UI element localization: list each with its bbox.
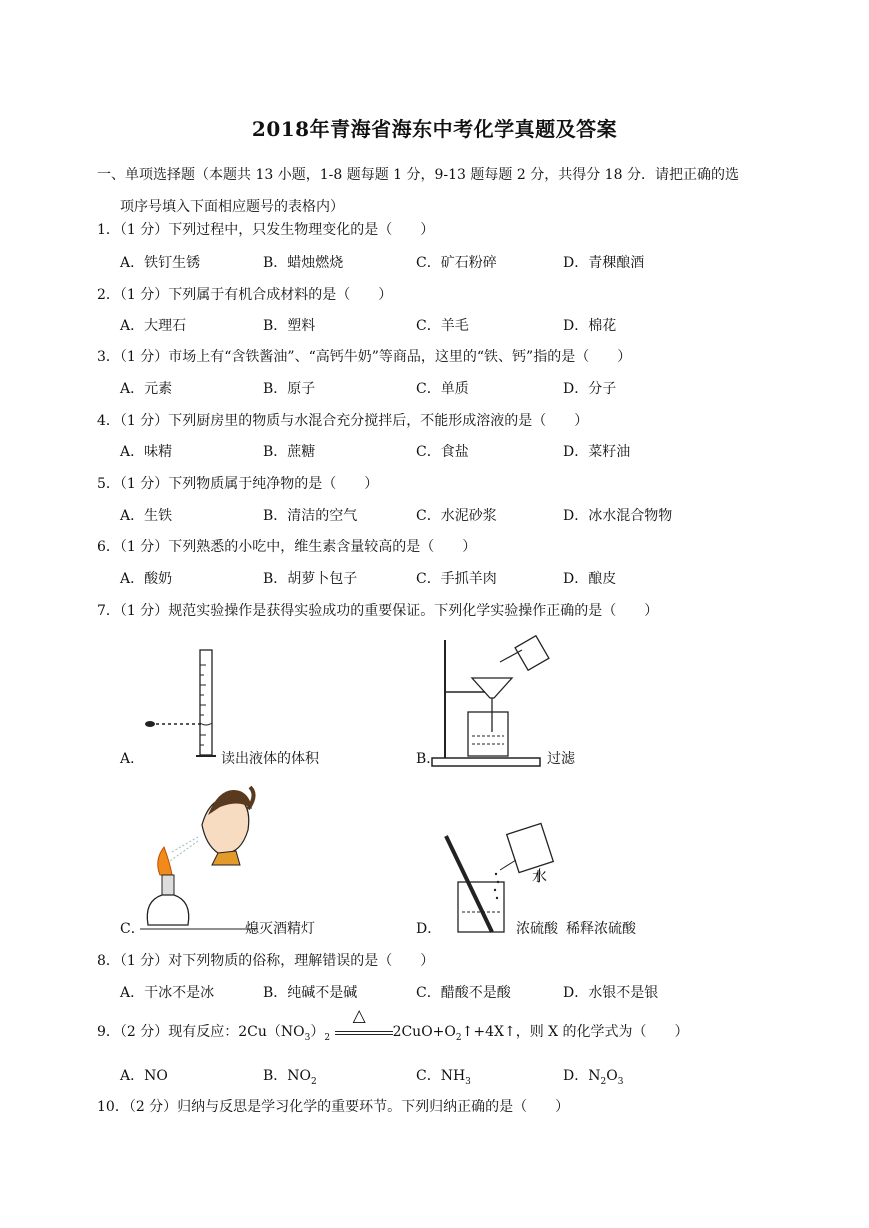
figure-d-caption: 稀释浓硫酸	[566, 921, 636, 937]
question-4-option-a: A．味精	[120, 444, 173, 460]
question-4-stem: 4．（1 分）下列厨房里的物质与水混合充分搅拌后，不能形成溶液的是（ ）	[97, 413, 589, 429]
question-3-option-b: B．原子	[263, 381, 316, 397]
question-8-option-a: A．干冰不是冰	[120, 985, 215, 1001]
section-heading-line1: 一、单项选择题（本题共 13 小题，1-8 题每题 1 分，9-13 题每题 2 分，共得分 18 分．请把正确的选	[97, 167, 739, 183]
figure-d-water-label: 水	[532, 867, 548, 885]
question-2-option-a: A．大理石	[120, 318, 187, 334]
question-1-option-a: A．铁钉生锈	[120, 255, 201, 271]
question-6-option-c: C．手抓羊肉	[416, 571, 497, 587]
question-2-option-b: B．塑料	[263, 318, 316, 334]
figure-d-label-acid: 浓硫酸	[516, 921, 558, 937]
question-1-option-d: D．青稞酿酒	[563, 255, 645, 271]
section-heading-line2: 项序号填入下面相应题号的表格内）	[120, 199, 344, 215]
question-9-stem: 9．（2 分）现有反应：$2Cu(NO_3)_2$ △ $2CuO+O_2↑+4X↑$，则 X 的化学式为（ ）	[97, 1006, 689, 1043]
question-7-option-b: B．	[416, 751, 441, 767]
question-3-option-a: A．元素	[120, 381, 173, 397]
question-2-option-c: C．羊毛	[416, 318, 469, 334]
reaction-condition	[335, 1006, 393, 1042]
question-9-option-c: C．$NH_3$	[416, 1068, 471, 1087]
question-7-option-c: C．	[120, 921, 145, 937]
question-8-option-d: D．水银不是银	[563, 985, 659, 1001]
question-1-option-b: B．蜡烛燃烧	[263, 255, 344, 271]
figure-c-caption: 熄灭酒精灯	[245, 921, 315, 937]
question-5-option-b: B．清洁的空气	[263, 508, 358, 524]
question-9-option-a: A．NO	[120, 1068, 168, 1084]
question-3-option-d: D．分子	[563, 381, 617, 397]
question-8-stem: 8．（1 分）对下列物质的俗称，理解错误的是（ ）	[97, 953, 435, 969]
question-10-stem: 10．（2 分）归纳与反思是学习化学的重要环节。下列归纳正确的是（ ）	[97, 1099, 570, 1115]
question-6-stem: 6．（1 分）下列熟悉的小吃中，维生素含量较高的是（ ）	[97, 539, 477, 555]
figure-b-caption: 过滤	[547, 751, 575, 767]
document-title: 2018年青海省海东中考化学真题及答案	[251, 117, 618, 141]
question-4-option-b: B．蔗糖	[263, 444, 316, 460]
question-5-stem: 5．（1 分）下列物质属于纯净物的是（ ）	[97, 476, 379, 492]
question-5-option-d: D．冰水混合物物	[563, 508, 673, 524]
graduated-cylinder-figure	[140, 645, 250, 765]
question-3-option-c: C．单质	[416, 381, 469, 397]
question-6-option-d: D．酿皮	[563, 571, 617, 587]
question-7-option-d: D．	[416, 921, 442, 937]
question-1-stem: 1．（1 分）下列过程中，只发生物理变化的是（ ）	[97, 222, 435, 238]
question-5-option-a: A．生铁	[120, 508, 173, 524]
question-1-option-c: C．矿石粉碎	[416, 255, 497, 271]
heat-symbol: △	[352, 1006, 366, 1026]
question-3-stem: 3．（1 分）市场上有“含铁酱油”、“高钙牛奶”等商品，这里的“铁、钙”指的是（ ）	[97, 349, 632, 365]
question-4-option-c: C．食盐	[416, 444, 469, 460]
question-8-option-b: B．纯碱不是碱	[263, 985, 358, 1001]
question-6-option-a: A．酸奶	[120, 571, 173, 587]
filtration-figure	[430, 632, 560, 772]
question-9-option-d: D．$N_2O_3$	[563, 1068, 624, 1087]
question-7-option-a: A．	[120, 751, 145, 767]
figure-a-caption: 读出液体的体积	[221, 751, 319, 767]
question-2-option-d: D．棉花	[563, 318, 617, 334]
question-7-stem: 7．（1 分）规范实验操作是获得实验成功的重要保证。下列化学实验操作正确的是（ ）	[97, 603, 659, 619]
alcohol-lamp-figure	[140, 785, 260, 940]
question-2-stem: 2．（1 分）下列属于有机合成材料的是（ ）	[97, 287, 393, 303]
question-5-option-c: C．水泥砂浆	[416, 508, 497, 524]
question-6-option-b: B．胡萝卜包子	[263, 571, 358, 587]
question-8-option-c: C．醋酸不是酸	[416, 985, 511, 1001]
question-9-option-b: B．$NO_2$	[263, 1068, 317, 1087]
question-4-option-d: D．菜籽油	[563, 444, 631, 460]
